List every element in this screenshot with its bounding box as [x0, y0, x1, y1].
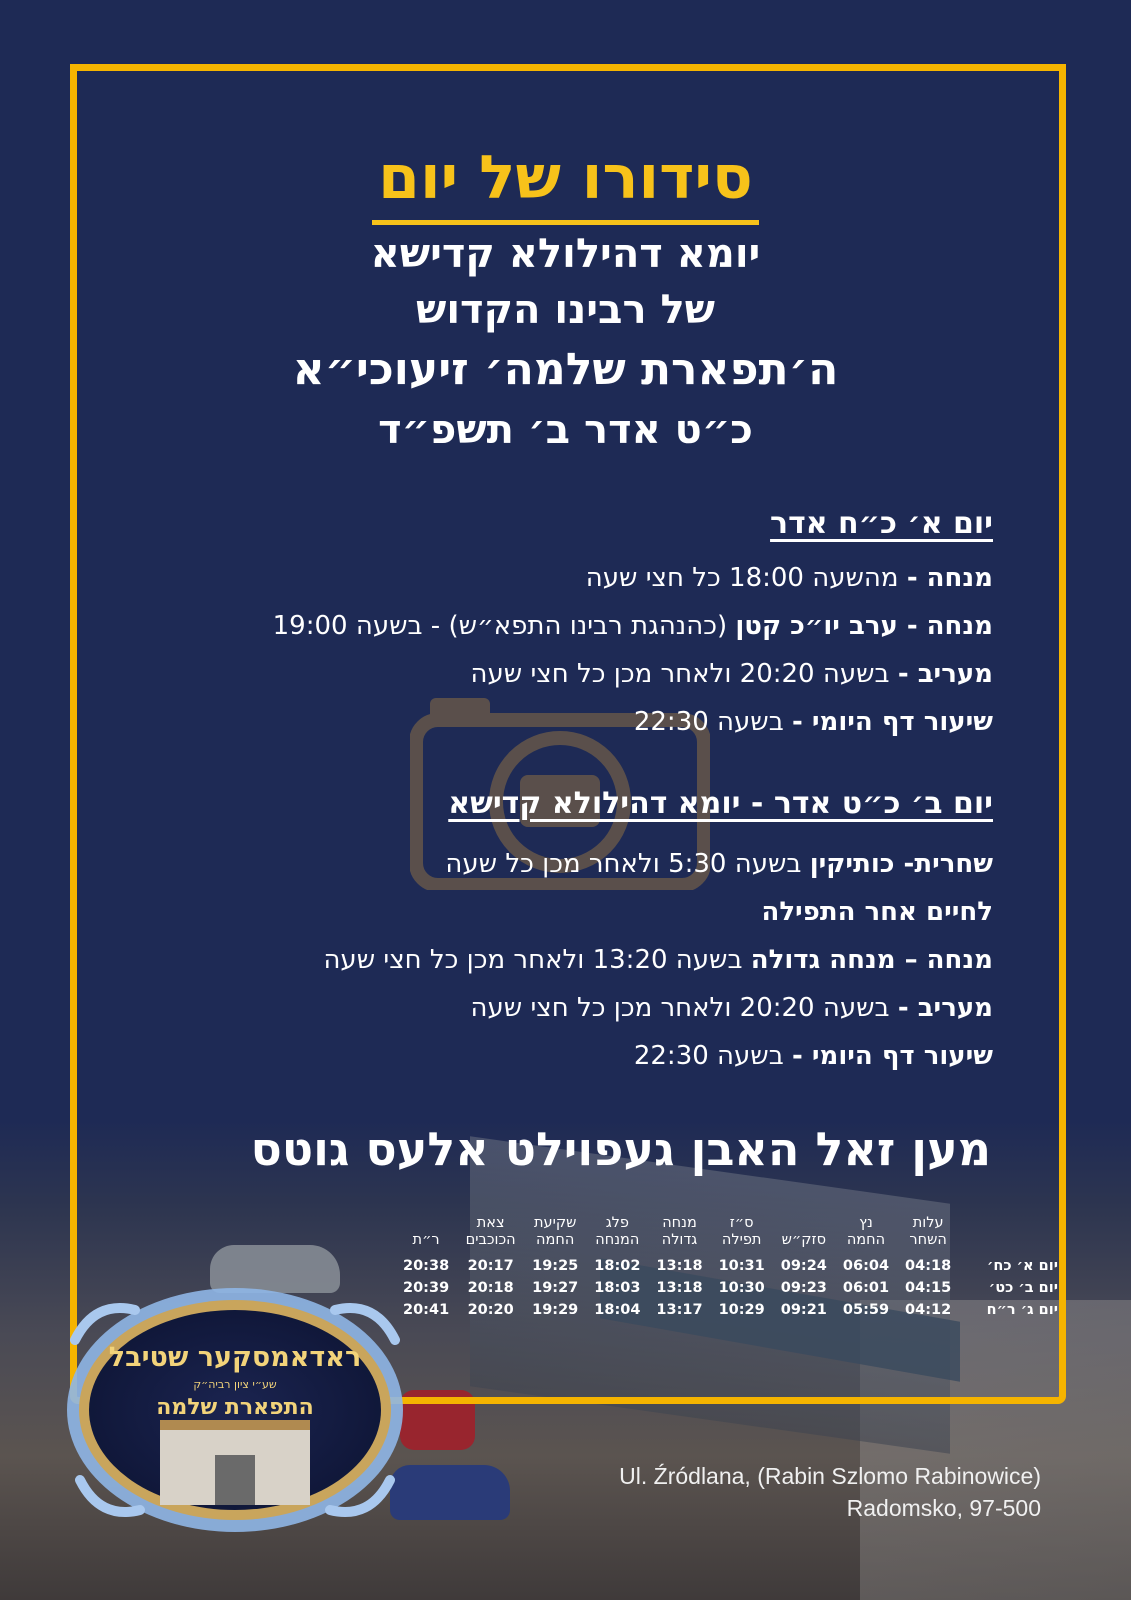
zmanim-cell: 13:18	[656, 1280, 703, 1296]
day1-item: מנחה - ערב יו״כ קטן (כהנהגת רבינו התפא״ש) - בשעה 19:00	[272, 611, 993, 641]
zmanim-cell: 04:15	[905, 1280, 952, 1296]
zmanim-cell: 20:18	[467, 1280, 514, 1296]
day1-item: שיעור דף היומי - בשעה 22:30	[633, 707, 993, 737]
zmanim-header: ס״ז תפילה	[721, 1215, 762, 1248]
logo-sub: התפארת שלמה	[156, 1395, 314, 1420]
zmanim-cell: 19:25	[532, 1258, 579, 1274]
zmanim-day: יום א׳ כח׳	[986, 1258, 1058, 1274]
zmanim-cell: 06:04	[842, 1258, 890, 1274]
zmanim-cell: 19:29	[532, 1302, 579, 1318]
zmanim-cell: 13:18	[656, 1258, 703, 1274]
logo-small: שע״י ציון רביה״ק	[193, 1378, 277, 1391]
zmanim-cell: 10:30	[718, 1280, 765, 1296]
day2-item: לחיים אחר התפילה	[761, 897, 993, 927]
zmanim-cell: 06:01	[842, 1280, 890, 1296]
day2-item: מנחה – מנחה גדולה בשעה 13:20 ולאחר מכן כל חצי שעה	[323, 945, 993, 975]
zmanim-cell: 09:24	[780, 1258, 827, 1274]
zmanim-header: צאת הכוכבים	[465, 1215, 516, 1248]
logo-name: ראדאמסקער שטיבל	[108, 1342, 362, 1373]
zmanim-cell: 20:41	[403, 1302, 450, 1318]
zmanim-cell: 19:27	[532, 1280, 579, 1296]
zmanim-row	[395, 1277, 1060, 1299]
zmanim-cell: 20:38	[403, 1258, 450, 1274]
zmanim-cell: 13:17	[656, 1302, 703, 1318]
zmanim-table	[395, 1215, 1060, 1321]
zmanim-cell: 18:04	[594, 1302, 641, 1318]
zmanim-cell: 10:29	[718, 1302, 765, 1318]
zmanim-header: ר״ת	[412, 1232, 440, 1248]
subtitle-line-2: של רבינו הקדוש	[415, 287, 715, 333]
subtitle-line-3: ה׳תפארת שלמה׳ זיעוכי״א	[292, 344, 839, 395]
zmanim-cell: 04:18	[905, 1258, 952, 1274]
zmanim-cell: 10:31	[718, 1258, 765, 1274]
day1-heading: יום א׳ כ״ח אדר	[770, 506, 993, 541]
subtitle-line-4: כ״ט אדר ב׳ תשפ״ד	[378, 407, 753, 453]
day2-item: מעריב - בשעה 20:20 ולאחר מכן כל חצי שעה	[470, 993, 993, 1023]
zmanim-cell: 18:03	[594, 1280, 641, 1296]
zmanim-header: פלג המנחה	[595, 1215, 640, 1248]
day1-item: מעריב - בשעה 20:20 ולאחר מכן כל חצי שעה	[470, 659, 993, 689]
address-line-2: Radomsko, 97-500	[846, 1495, 1041, 1521]
zmanim-header: מנחה גדולה	[661, 1215, 698, 1248]
zmanim-header: עלות השחר	[909, 1215, 947, 1248]
address-line-1: Ul. Źródlana, (Rabin Szlomo Rabinowice)	[619, 1463, 1041, 1489]
zmanim-row	[395, 1255, 1060, 1277]
day2-item: שחרית- כותיקין בשעה 5:30 ולאחר מכן כל שעה	[445, 849, 993, 879]
day2-heading: יום ב׳ כ״ט אדר - יומא דהילולא קדישא	[448, 786, 993, 821]
zmanim-cell: 04:12	[905, 1302, 952, 1318]
zmanim-cell: 05:59	[842, 1302, 890, 1318]
zmanim-cell: 09:23	[780, 1280, 827, 1296]
zmanim-day: יום ב׳ כט׳	[988, 1280, 1058, 1296]
day2-item: שיעור דף היומי - בשעה 22:30	[633, 1041, 993, 1071]
zmanim-row	[395, 1299, 1060, 1321]
zmanim-header	[959, 1215, 1060, 1255]
page-title: סידורו של יום	[0, 138, 1131, 225]
day1-item: מנחה - מהשעה 18:00 כל חצי שעה	[585, 563, 993, 593]
radomsk-shtibel-logo	[55, 1280, 415, 1550]
address	[619, 1460, 1041, 1524]
slogan: מען זאל האבן געפוילט אלעס גוטס	[250, 1122, 991, 1176]
zmanim-cell: 20:39	[403, 1280, 450, 1296]
zmanim-day: יום ג׳ ר״ח	[986, 1302, 1058, 1318]
zmanim-header: שקיעת החמה	[533, 1215, 577, 1248]
zmanim-cell: 20:20	[467, 1302, 514, 1318]
zmanim-header-row	[395, 1215, 1060, 1255]
zmanim-header: סזק״ש	[781, 1232, 826, 1248]
zmanim-header: נץ החמה	[846, 1215, 886, 1248]
subtitle-line-1: יומא דהילולא קדישא	[370, 231, 761, 277]
zmanim-cell: 20:17	[467, 1258, 514, 1274]
zmanim-cell: 18:02	[594, 1258, 641, 1274]
zmanim-cell: 09:21	[780, 1302, 827, 1318]
